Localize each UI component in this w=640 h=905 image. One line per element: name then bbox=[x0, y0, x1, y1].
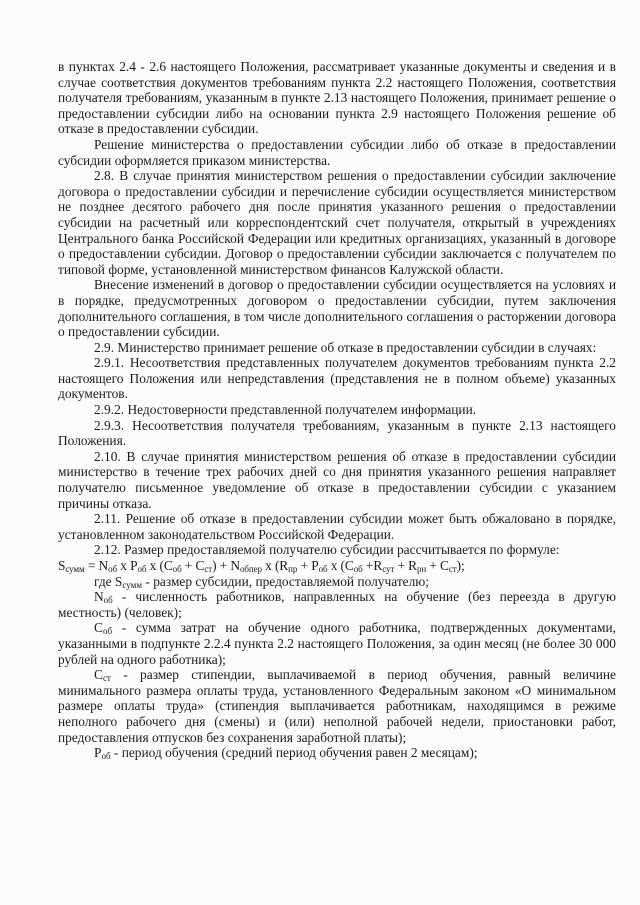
paragraph-decision: Решение министерства о предоставлении субсидии либо об отказе в предоставлении субсидии оформляется приказом министерства. bbox=[58, 136, 616, 168]
paragraph-2-8: 2.8. В случае принятия министерством решения о предоставлении субсидии заключение договора о предоставлении субсидии и перечисление субсидии осуществляется министерством не позднее десятого рабочего дня после принятия указанного решения о предоставлении субсидии на расчетный или корреспондентский счет получателя, открытый в учреждениях Центрального банка Российской Федерации или кредитных организациях, указанный в договоре о предоставлении субсидии. Договор о предоставлении субсидии заключается с получателем по типовой форме, установленной министерством финансов Калужской области. bbox=[58, 168, 616, 277]
definition-p-ob: $P_{об}$ - период обучения (средний период обучения равен 2 месяцам); bbox=[94, 745, 478, 762]
paragraph-2-7-end: в пунктах 2.4 - 2.6 настоящего Положения, рассматривает указанные документы и сведения и в случае соответствия документов требованиям пункта 2.2 настоящего Положения, соответствия получателя требованиям, указанным в пункте 2.13 настоящего Положения, принимает решение о предоставлении субсидии либо на основании пункта 2.9 настоящего Положения решение об отказе в предоставлении субсидии. bbox=[58, 59, 616, 137]
paragraph-2-11: 2.11. Решение об отказе в предоставлении субсидии может быть обжаловано в порядке, установленном законодательством Российской Федерации. bbox=[58, 511, 616, 542]
subsidy-formula: $S_{сумм} = N_{об}$ x $P_{об}$ x $(C_{об} + C_{ст}) + N_{обпер}$ x ($R_{пр} + P_{об}$ x $(C_{об} +R_{сут} + R_{рн} + C_{ст})$; bbox=[58, 558, 465, 574]
document-body bbox=[58, 59, 616, 761]
paragraph-2-9-3: 2.9.3. Несоответствия получателя требованиям, указанным в пункте 2.13 настоящего Положения. bbox=[58, 417, 616, 449]
paragraph-2-10: 2.10. В случае принятия министерством решения об отказе в предоставлении субсидии министерство в течение трех рабочих дней со дня принятия указанного решения направляет получателю письменное уведомление об отказе в предоставлении субсидии с указанием причины отказа. bbox=[58, 448, 616, 511]
definition-c-ob: $C_{об}$ - сумма затрат на обучение одного работника, подтвержденных документами, указанными в подпункте 2.2.4 пункта 2.2 настоящего Положения, за один месяц (не более 30 000 рублей на одного работника); bbox=[58, 620, 616, 667]
paragraph-2-9-2: 2.9.2. Недостоверности представленной получателем информации. bbox=[94, 402, 477, 418]
paragraph-2-9-1: 2.9.1. Несоответствия представленных получателем документов требованиям пункта 2.2 настоящего Положения или непредставления (представления не в полном объеме) указанных документов. bbox=[58, 355, 616, 402]
paragraph-contract-changes: Внесение изменений в договор о предоставлении субсидии осуществляется на условиях и в порядке, предусмотренных договором о предоставлении субсидии, путем заключения дополнительного соглашения, в том числе дополнительного соглашения о расторжении договора о предоставлении субсидии. bbox=[58, 277, 616, 340]
definition-n-ob: $N_{об}$ - численность работников, направленных на обучение (без переезда в другую местность) (человек); bbox=[58, 589, 616, 620]
definition-s-summ: где $S_{сумм}$ - размер субсидии, предоставляемой получателю; bbox=[94, 573, 430, 590]
paragraph-2-12: 2.12. Размер предоставляемой получателю субсидии рассчитывается по формуле: bbox=[94, 542, 560, 558]
paragraph-2-9: 2.9. Министерство принимает решение об отказе в предоставлении субсидии в случаях: bbox=[94, 339, 597, 355]
definition-c-st: $C_{ст}$ - размер стипендии, выплачиваемой в период обучения, равный величине минимального размера оплаты труда, установленного Федеральным законом «О минимальном размере оплаты труда» (стипендия выплачивается работникам, находящимся в режиме неполного рабочего дня (смены) и (или) неполной рабочей недели, приостановки работ, предоставления отпусков без сохранения заработной платы); bbox=[58, 667, 616, 745]
